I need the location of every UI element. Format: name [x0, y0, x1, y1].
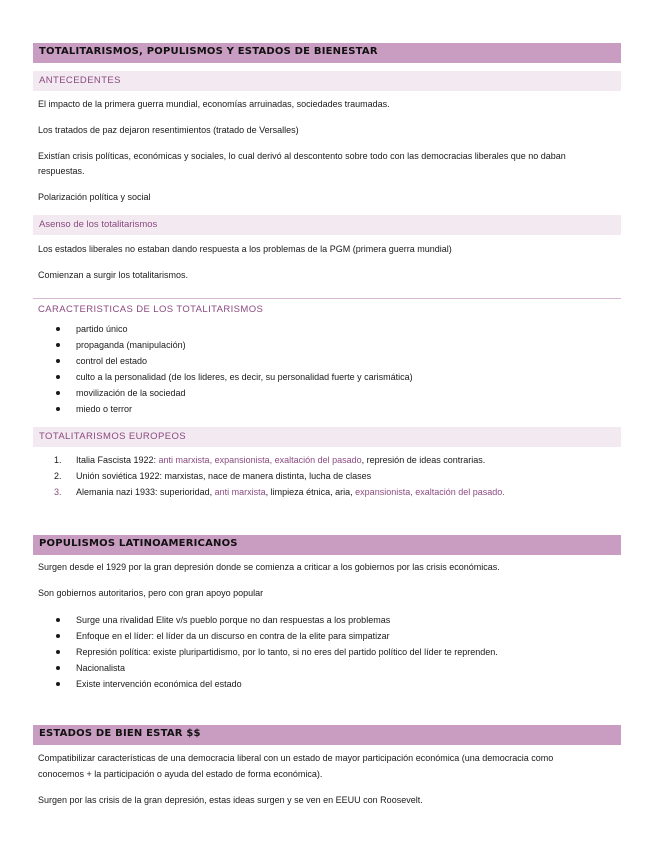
list-number: 3. — [54, 487, 62, 497]
paragraph: Surgen desde el 1929 por la gran depresión donde se comienza a criticar a los gobiernos por las crisis económicas. — [38, 562, 500, 572]
bullet-icon — [56, 666, 60, 670]
list-number: 2. — [54, 471, 62, 481]
subheading-bar — [33, 427, 621, 447]
paragraph-continuation: respuestas. — [38, 166, 85, 176]
divider — [33, 298, 621, 299]
paragraph: El impacto de la primera guerra mundial, economías arruinadas, sociedades traumadas. — [38, 99, 390, 109]
paragraph: Comienzan a surgir los totalitarismos. — [38, 270, 189, 280]
subheading-bar — [33, 71, 621, 91]
bullet-icon — [56, 682, 60, 686]
bullet-icon — [56, 327, 60, 331]
paragraph: Los estados liberales no estaban dando respuesta a los problemas de la PGM (primera guerra mundial) — [38, 244, 452, 254]
section-title-bar — [33, 43, 621, 63]
subheading-asenso: Asenso de los totalitarismos — [39, 219, 158, 230]
paragraph: Surgen por las crisis de la gran depresión, estas ideas surgen y se ven en EEUU con Roosevelt. — [38, 795, 423, 805]
section-title: TOTALITARISMOS, POPULISMOS Y ESTADOS DE BIENESTAR — [39, 46, 378, 57]
subheading-bar — [33, 215, 621, 235]
bullet-icon — [56, 391, 60, 395]
list-item: 1. Italia Fascista 1922: anti marxista, expansionista, exaltación del pasado, represión de ideas contrarias. — [54, 452, 485, 468]
highlight-text: anti marxista, expansionista, exaltación del pasado — [158, 455, 362, 465]
paragraph: Son gobiernos autoritarios, pero con gran apoyo popular — [38, 588, 264, 598]
subheading-antecedentes: ANTECEDENTES — [39, 75, 121, 86]
bullet-icon — [56, 634, 60, 638]
bullet-icon — [56, 343, 60, 347]
paragraph: Polarización política y social — [38, 192, 151, 202]
subheading-europeos: TOTALITARISMOS EUROPEOS — [39, 431, 186, 442]
list-item: 2. Unión soviética 1922: marxistas, nace de manera distinta, lucha de clases — [54, 468, 371, 484]
list-item: 3. Alemania nazi 1933: superioridad, anti marxista, limpieza étnica, aria, expansionista, exaltación del pasado. — [54, 484, 505, 500]
paragraph-continuation: conocemos + la participación o ayuda del estado de forma económica). — [38, 769, 323, 779]
paragraph: Existían crisis políticas, económicas y sociales, lo cual derivó al descontento sobre todo con las democracias liberales que no daban — [38, 151, 566, 161]
bullet-icon — [56, 375, 60, 379]
highlight-text: anti marxista — [214, 487, 266, 497]
subheading-caracteristicas: CARACTERISTICAS DE LOS TOTALITARISMOS — [38, 304, 264, 315]
bullet-icon — [56, 618, 60, 622]
bullet-icon — [56, 407, 60, 411]
section-title: POPULISMOS LATINOAMERICANOS — [39, 538, 238, 549]
bullet-icon — [56, 650, 60, 654]
list-number: 1. — [54, 455, 62, 465]
section-title-bar — [33, 725, 621, 745]
section-title: ESTADOS DE BIEN ESTAR $$ — [39, 728, 201, 739]
bullet-icon — [56, 359, 60, 363]
document-page: TOTALITARISMOS, POPULISMOS Y ESTADOS DE BIENESTAR ANTECEDENTES El impacto de la primera guerra mundial, economías arruinadas, sociedades traumadas. Los tratados de paz dejaron resentimientos (tratado de Versalles) Existían crisis políticas, económicas y sociales, lo cual derivó al descontento sobre todo con las democracias liberales que no daban respuestas. Polarización política y social Asenso de los totalitarismos Los estados liberales no estaban dando respuesta a los problemas de la PGM (primera guerra mundial) Comienzan a surgir los totalitarismos. CARACTERISTICAS DE LOS TOTALITARISMOS partido único propaganda (manipulación) control del estado culto a la personalidad (de los lideres, es decir, su personalidad fuerte y carismática) movilización de la sociedad miedo o terror TOTALITARISMOS EUROPEOS 1. Italia Fascista 1922: anti marxista, expansionista, exaltación del pasado, represión de ideas contrarias. 2. Unión soviética 1922: marxistas, nace de manera distinta, lucha de clases 3. Alemania nazi 1933: superioridad, anti marxista, limpieza étnica, aria, expansionista, exaltación del pasado. POPULISMOS LATINOAMERICANOS Surgen desde el 1929 por la gran depresión donde se comienza a criticar a los gobiernos por las crisis económicas. Son gobiernos autoritarios, pero con gran apoyo popular Surge una rivalidad Elite v/s pueblo porque no dan respuestas a los problemas Enfoque en el líder: el líder da un discurso en contra de la elite para simpatizar Represión política: existe pluripartidismo, por lo tanto, si no eres del partido político del líder te reprenden. Nacionalista Existe intervención económica del estado ESTADOS DE BIEN ESTAR $$ Compatibilizar características de una democracia liberal con un estado de mayor participación económica (una democracia como conocemos + la participación o ayuda del estado de forma económica). Surgen por las crisis de la gran depresión, estas ideas surgen y se ven en EEUU con Roosevelt. — [0, 0, 655, 848]
paragraph: Los tratados de paz dejaron resentimientos (tratado de Versalles) — [38, 125, 299, 135]
section-title-bar — [33, 535, 621, 555]
paragraph: Compatibilizar características de una democracia liberal con un estado de mayor participación económica (una democracia como — [38, 753, 554, 763]
highlight-text: expansionista, exaltación del pasado. — [355, 487, 505, 497]
